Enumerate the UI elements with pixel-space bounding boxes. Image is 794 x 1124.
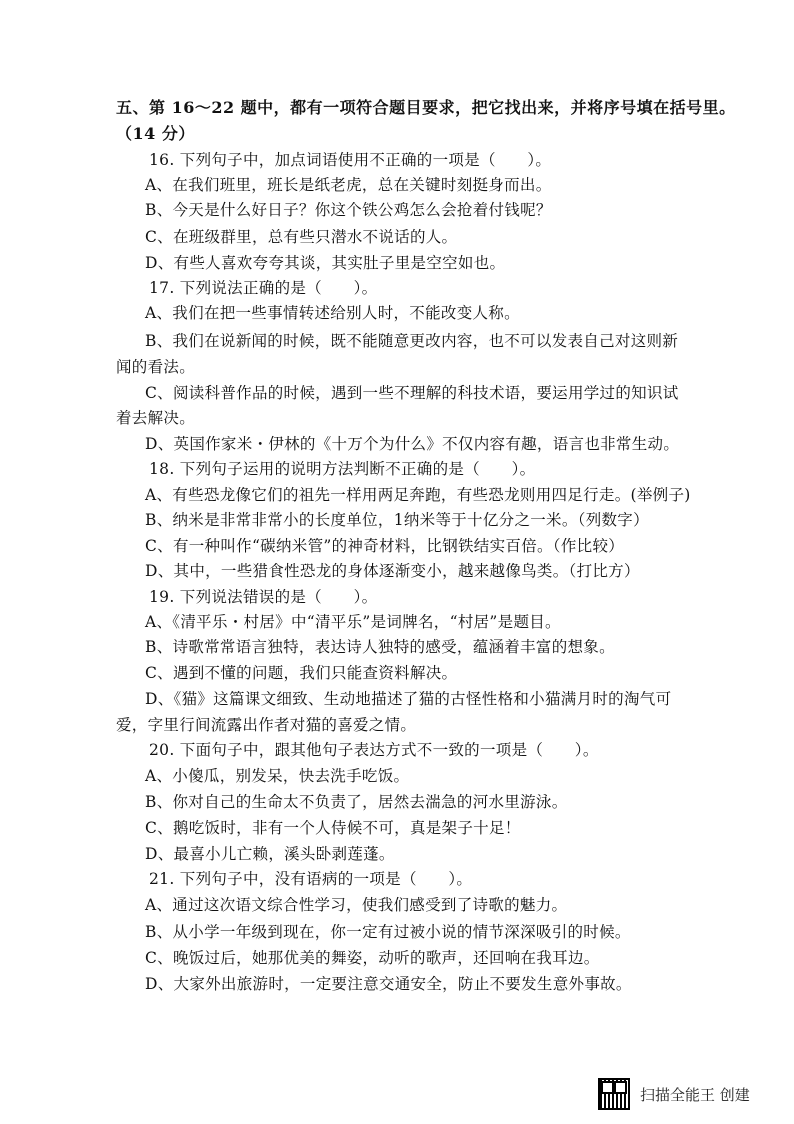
question-21: 21. 下列句子中，没有语病的一项是（ ）。 <box>149 870 473 888</box>
option-18b: B、纳米是非常非常小的长度单位，1纳米等于十亿分之一米。（列数字） <box>145 511 649 529</box>
question-18: 18. 下列句子运用的说明方法判断不正确的是（ ）。 <box>149 460 536 478</box>
option-20d: D、最喜小儿亡赖，溪头卧剥莲蓬。 <box>145 845 395 863</box>
qr-code-icon <box>598 1078 630 1110</box>
option-16c: C、在班级群里，总有些只潜水不说话的人。 <box>145 228 458 246</box>
option-16b: B、今天是什么好日子？你这个铁公鸡怎么会抢着付钱呢？ <box>145 201 552 219</box>
option-16d: D、有些人喜欢夸夸其谈，其实肚子里是空空如也。 <box>145 254 506 272</box>
option-21d: D、大家外出旅游时，一定要注意交通安全，防止不要发生意外事故。 <box>145 975 632 993</box>
option-20b: B、你对自己的生命太不负责了，居然去湍急的河水里游泳。 <box>145 793 568 811</box>
option-19b: B、诗歌常常语言独特，表达诗人独特的感受，蕴涵着丰富的想象。 <box>145 638 615 656</box>
option-21c: C、晚饭过后，她那优美的舞姿，动听的歌声，还回响在我耳边。 <box>145 949 600 967</box>
question-16: 16. 下列句子中，加点词语使用不正确的一项是（ ）。 <box>149 151 552 169</box>
option-19c: C、遇到不懂的问题，我们只能查资料解决。 <box>145 664 458 682</box>
question-19: 19. 下列说法错误的是（ ）。 <box>149 588 378 606</box>
scanner-watermark <box>598 1076 778 1112</box>
option-19d: D、《猫》这篇课文细致、生动地描述了猫的古怪性格和小猫满月时的淘气可 <box>145 690 672 708</box>
option-19d-cont: 爱，字里行间流露出作者对猫的喜爱之情。 <box>116 716 417 734</box>
option-19a: A、《清平乐・村居》中“清平乐”是词牌名，“村居”是题目。 <box>145 613 561 631</box>
option-18a: A、有些恐龙像它们的祖先一样用两足奔跑，有些恐龙则用四足行走。(举例子) <box>145 486 691 504</box>
question-20: 20. 下面句子中，跟其他句子表达方式不一致的一项是（ ）。 <box>149 741 599 759</box>
option-17b-cont: 闻的看法。 <box>116 358 196 376</box>
option-17a: A、我们在把一些事情转述给别人时，不能改变人称。 <box>145 304 520 322</box>
option-18d: D、其中，一些猎食性恐龙的身体逐渐变小，越来越像鸟类。（打比方） <box>145 562 640 580</box>
option-17c-cont: 着去解决。 <box>116 409 196 427</box>
scanner-brand: 扫描全能王 创建 <box>640 1085 750 1104</box>
option-21a: A、通过这次语文综合性学习，使我们感受到了诗歌的魅力。 <box>145 896 568 914</box>
option-17d: D、英国作家米・伊林的《十万个为什么》不仅内容有趣，语言也非常生动。 <box>145 435 680 453</box>
section-points: （14 分） <box>116 124 195 143</box>
question-17: 17. 下列说法正确的是（ ）。 <box>149 279 378 297</box>
option-20c: C、鹅吃饭时，非有一个人侍候不可，真是架子十足！ <box>145 819 521 837</box>
option-18c: C、有一种叫作“碳纳米管”的神奇材料，比钢铁结实百倍。（作比较） <box>145 537 625 555</box>
option-17b: B、我们在说新闻的时候，既不能随意更改内容，也不可以发表自己对这则新 <box>145 332 679 350</box>
option-21b: B、从小学一年级到现在，你一定有过被小说的情节深深吸引的时候。 <box>145 923 631 941</box>
option-17c: C、阅读科普作品的时候，遇到一些不理解的科技术语，要运用学过的知识试 <box>145 384 679 402</box>
section-heading: 五、第 16～22 题中，都有一项符合题目要求，把它找出来，并将序号填在括号里。 <box>116 98 736 117</box>
option-20a: A、小傻瓜，别发呆，快去洗手吃饭。 <box>145 767 410 785</box>
option-16a: A、在我们班里，班长是纸老虎，总在关键时刻挺身而出。 <box>145 176 552 194</box>
